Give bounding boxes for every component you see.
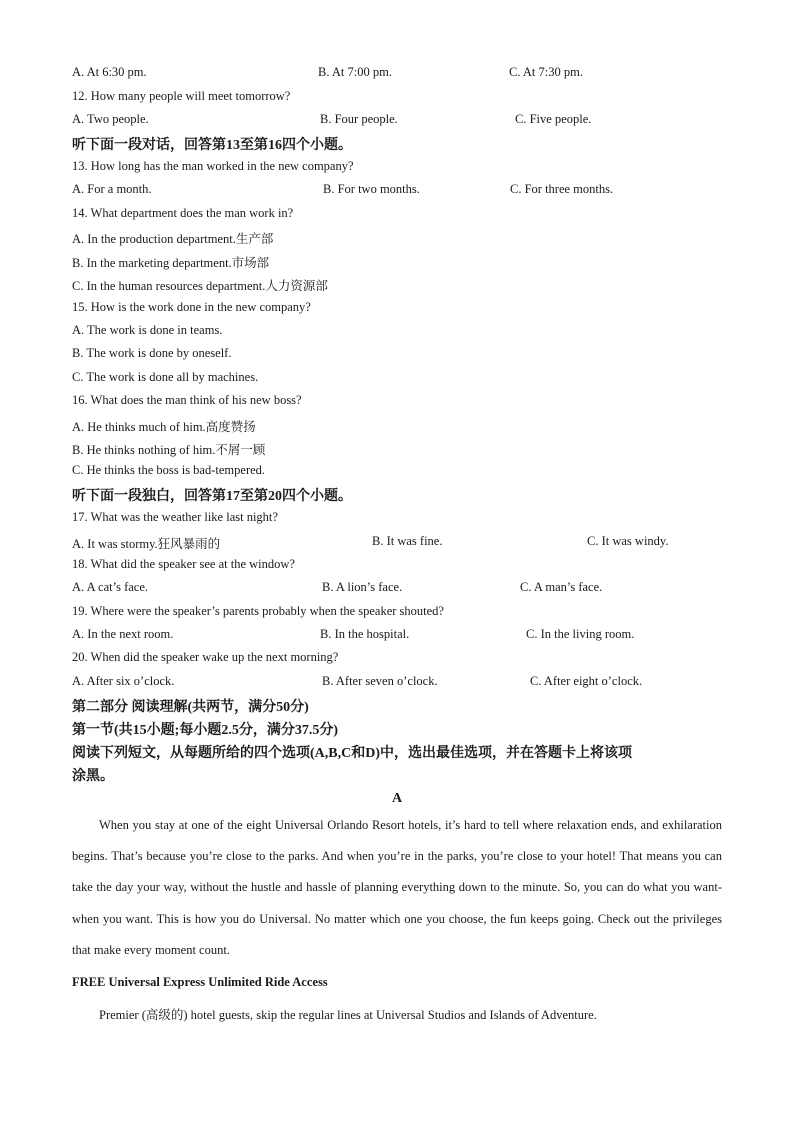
q18-option-a: A. A cat’s face. — [72, 580, 149, 594]
q12-option-b: B. Four people. — [320, 112, 398, 126]
passage-last-paragraph: Premier (高级的) hotel guests, skip the regular lines at Universal Studios and Islands of Adventure. — [99, 1008, 597, 1022]
q20-question: 20. When did the speaker wake up the next morning? — [72, 650, 339, 664]
q18-option-c: C. A man’s face. — [520, 580, 603, 594]
q16-option-c: C. He thinks the boss is bad-tempered. — [72, 463, 266, 477]
passage-label: A — [391, 791, 403, 806]
q12-option-c: C. Five people. — [515, 112, 592, 126]
reading-instruction-line1: 阅读下列短文，从每题所给的四个选项(A,B,C和D)中，选出最佳选项，并在答题卡上将该项 — [72, 746, 632, 761]
q14-option-b: B. In the marketing department.市场部 — [72, 256, 270, 270]
q14-option-a: A. In the production department.生产部 — [72, 232, 274, 246]
q16-option-b: B. He thinks nothing of him.不屑一顾 — [72, 443, 266, 457]
q19-question: 19. Where were the speaker’s parents probably when the speaker shouted? — [72, 604, 444, 618]
q18-question: 18. What did the speaker see at the window? — [72, 557, 295, 571]
q13-option-c: C. For three months. — [510, 182, 614, 196]
q16-option-a: A. He thinks much of him.高度赞扬 — [72, 420, 256, 434]
q16-question: 16. What does the man think of his new boss? — [72, 393, 302, 407]
q19-option-c: C. In the living room. — [526, 627, 635, 641]
q20-option-a: A. After six o’clock. — [72, 674, 175, 688]
q13-option-a: A. For a month. — [72, 182, 152, 196]
section-heading-17-20: 听下面一段独白，回答第17至第20四个小题。 — [72, 489, 352, 504]
q18-option-b: B. A lion’s face. — [322, 580, 403, 594]
passage-paragraph-text: When you stay at one of the eight Universal Orlando Resort hotels, it’s hard to tell where relaxation ends, and exhilaration begins. That’s because you’re close to the parks. And when you’re in the parks, you’re close to your hotel! That means you can take the day your way, without the hustle and hassle of planning everything down to the minute. So, you can do what you want- when you want. This is how you do Universal. No matter which one you choose, the fun keeps going. Check out the privileges that make every moment count. — [72, 818, 722, 957]
q15-option-a: A. The work is done in teams. — [72, 323, 223, 337]
q12-question: 12. How many people will meet tomorrow? — [72, 89, 291, 103]
q17-option-c: C. It was windy. — [587, 534, 669, 548]
q17-option-a: A. It was stormy.狂风暴雨的 — [72, 537, 221, 551]
passage-subheading: FREE Universal Express Unlimited Ride Access — [72, 975, 328, 989]
q12-option-a: A. Two people. — [72, 112, 149, 126]
q14-option-c: C. In the human resources department.人力资源部 — [72, 279, 328, 293]
q15-option-b: B. The work is done by oneself. — [72, 346, 232, 360]
q14-question: 14. What department does the man work in? — [72, 206, 294, 220]
q15-question: 15. How is the work done in the new company? — [72, 300, 311, 314]
q13-question: 13. How long has the man worked in the new company? — [72, 159, 354, 173]
q20-option-c: C. After eight o’clock. — [530, 674, 643, 688]
q15-option-c: C. The work is done all by machines. — [72, 370, 259, 384]
q11-option-a: A. At 6:30 pm. — [72, 65, 147, 79]
q19-option-b: B. In the hospital. — [320, 627, 410, 641]
q17-question: 17. What was the weather like last night? — [72, 510, 278, 524]
q13-option-b: B. For two months. — [323, 182, 420, 196]
reading-instruction-line2: 涂黑。 — [72, 769, 114, 784]
q11-option-c: C. At 7:30 pm. — [509, 65, 583, 79]
part-two-title: 第二部分 阅读理解(共两节，满分50分) — [72, 700, 309, 715]
section-one-title: 第一节(共15小题;每小题2.5分，满分37.5分) — [72, 723, 338, 738]
q20-option-b: B. After seven o’clock. — [322, 674, 438, 688]
passage-paragraph — [72, 810, 722, 966]
q19-option-a: A. In the next room. — [72, 627, 174, 641]
q11-option-b: B. At 7:00 pm. — [318, 65, 392, 79]
q17-option-b: B. It was fine. — [372, 534, 443, 548]
section-heading-13-16: 听下面一段对话，回答第13至第16四个小题。 — [72, 138, 352, 153]
